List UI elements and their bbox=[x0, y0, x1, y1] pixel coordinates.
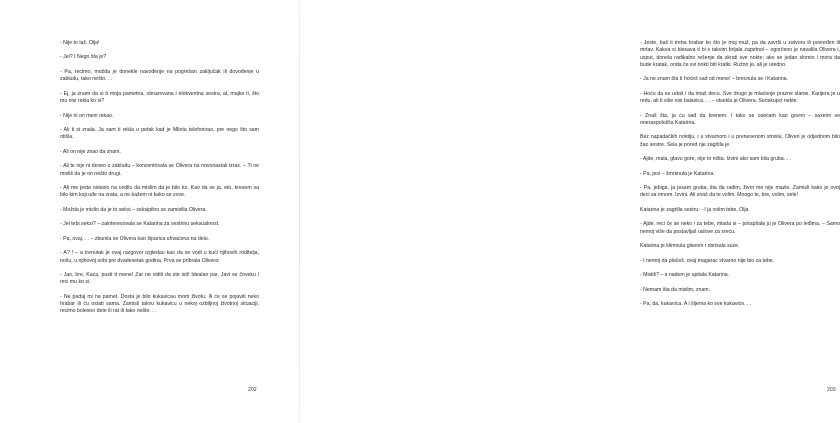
paragraph: Bez napadačkih noktiju, i u stvarnom i u prenesenom smislu, Oliveri je odjednom bilo žao sestre. Sela je pored nje zagrlila je. bbox=[640, 134, 840, 148]
paragraph: - Ali ti si znala. Ja sam ti rekla u petak kad je Mileta telefonirao, pre nego što sam otišla. bbox=[60, 127, 259, 141]
paragraph: - A? ! – a trenutak je ovaj razgovor izgledao kao da se vodi u kući njihovih roditelja, nošu, u njihovoj sobi pre dvadesetak godina. Prva se pribrala Olivera: bbox=[60, 250, 259, 264]
paragraph: - Jao, bre, Kaća, pusti ti mene! Zar ne vidiš da ste isti! Idealan par. Javi se čoveku i reci mu ko si. bbox=[60, 272, 259, 286]
paragraph: - Ja ne znam šta ti hoćeš sad od mene! – brecnula se i Katarina. bbox=[640, 76, 788, 83]
paragraph: - Nije to laž, Olja! bbox=[60, 40, 100, 46]
paragraph: - Hoću da se udaš i da imaš decu. Sve drugo je mlaćenje prazne slame. Karijera je u redu, ali ti više nisi balavica. . . – otsekla je Olivera. Seoskupci nekte. bbox=[640, 90, 840, 105]
paragraph: Katarina je klimnula glavom i obrisala suze. bbox=[640, 243, 740, 250]
paragraph: - Znaš šta, ja ću sad da krenem. I tako se osećam kao govno – saxeim se oneraspoložila Katarina. bbox=[640, 112, 840, 126]
page-number-left: 202 bbox=[248, 387, 257, 393]
paragraph: - Nije ni on meni rekao. bbox=[60, 112, 114, 119]
paragraph: - I nemoj da plačeš, ovaj magarac stvarno nije bio za tebe. bbox=[640, 257, 775, 264]
left-page-text bbox=[60, 40, 259, 323]
paragraph: Katarina je zagrlila sestru: - I ja volim tebe, Olja. bbox=[640, 206, 750, 213]
paragraph: - Jel? I Nego šta je? bbox=[60, 54, 107, 61]
left-page bbox=[0, 0, 300, 423]
paragraph: - Nemam šta da mislim, znam. bbox=[640, 286, 711, 293]
paragraph: - Ajde, mala, glavu gore, nije to ništa. Izvini ako sam bila gruba. . . bbox=[640, 156, 791, 163]
paragraph: - Pa, jesi – šmrknula je Katarina. bbox=[640, 170, 715, 177]
page-number-right: 203 bbox=[827, 387, 836, 393]
paragraph: - Pa, da, kukavica. A i šljema ko sve kukavice. . . bbox=[640, 301, 752, 308]
right-page-text bbox=[640, 40, 840, 316]
paragraph: - Pa, ovaj. . . – zbunila se Olivera kao šiparica uhvaćena na delu. bbox=[60, 235, 210, 242]
paragraph: - Pa, recimo, možda je donekle navođenje na pogrešan zaključak ili dovođenje u zabludu, tako nešto. . . bbox=[60, 68, 259, 83]
paragraph: - Misliš? – s nadom je upitala Katarina. bbox=[640, 272, 730, 279]
paragraph: - Jel tebi seksi? – zainteresovala se Katarina za sestrinu seksualnost. bbox=[60, 221, 220, 228]
paragraph: - Ne padaj mi na pamet. Dosta je bilo kukavicau mom životu. Ili će se pojaviti neko hrabar ili ću ostati sama. Zamisli takvu kukavicu u nekoj ozbiljnoj životnoj situaciji, recimo bolesno dete ili rat ili tako nešto. . . bbox=[60, 293, 259, 315]
paragraph: - Ali on nije znao da znam. bbox=[60, 148, 121, 155]
paragraph: - Pa, jebiga, ja jesam gruba, šta da radim, život me nije mazio. Zamisli kako je ovoj deci sa mnom. Izvini. Ali znaš da te volim. Mnogo te, bre, volim, sele! bbox=[640, 185, 840, 199]
paragraph: - Ali te nije ni doveo u zabludu – koncentrisala se Olivera na novonastali izraz. – Ti ne misliš da je on nešto drugi. bbox=[60, 163, 259, 177]
paragraph: - Jeste, baš ti treba hrabar ko što je moj muž, pa da završi u zatvoru ili povređen ili mrtav. Kakva si blesava ti bi s takvim brijala zapetnol – ogorčeno je navalila Olivera i, usput, donela radikalno rešenje da skrati sve nokte; ako se jedan slomio i mora da bude kratak, onda će svi nokti biti kratki. Ružno je, ali je uredno. bbox=[640, 40, 840, 68]
paragraph: - Možda je mislio da je to seksi – seksipilno se zamislila Olivera. bbox=[60, 206, 207, 213]
right-page bbox=[300, 0, 840, 423]
paragraph: - Ajde, reci će se neko i za tebe, mlada si – potapšala ju je Olivera po leđima. – Samo nemoj više da postavljaš uslove za sreću. bbox=[640, 221, 840, 235]
paragraph: - Ej, ja znam da si ti moja pametna, obrazovana i elokventna sestra, al, majke ti, što mu nisi rekla ko si? bbox=[60, 90, 259, 105]
paragraph: - Ali me jeste ostavio na cedilu da mislim da je bilo ko. Kao da se ja, eto, kresem sa bilo kim koji uđe na vrata, a ne kažem ni kako se zove. bbox=[60, 185, 259, 199]
